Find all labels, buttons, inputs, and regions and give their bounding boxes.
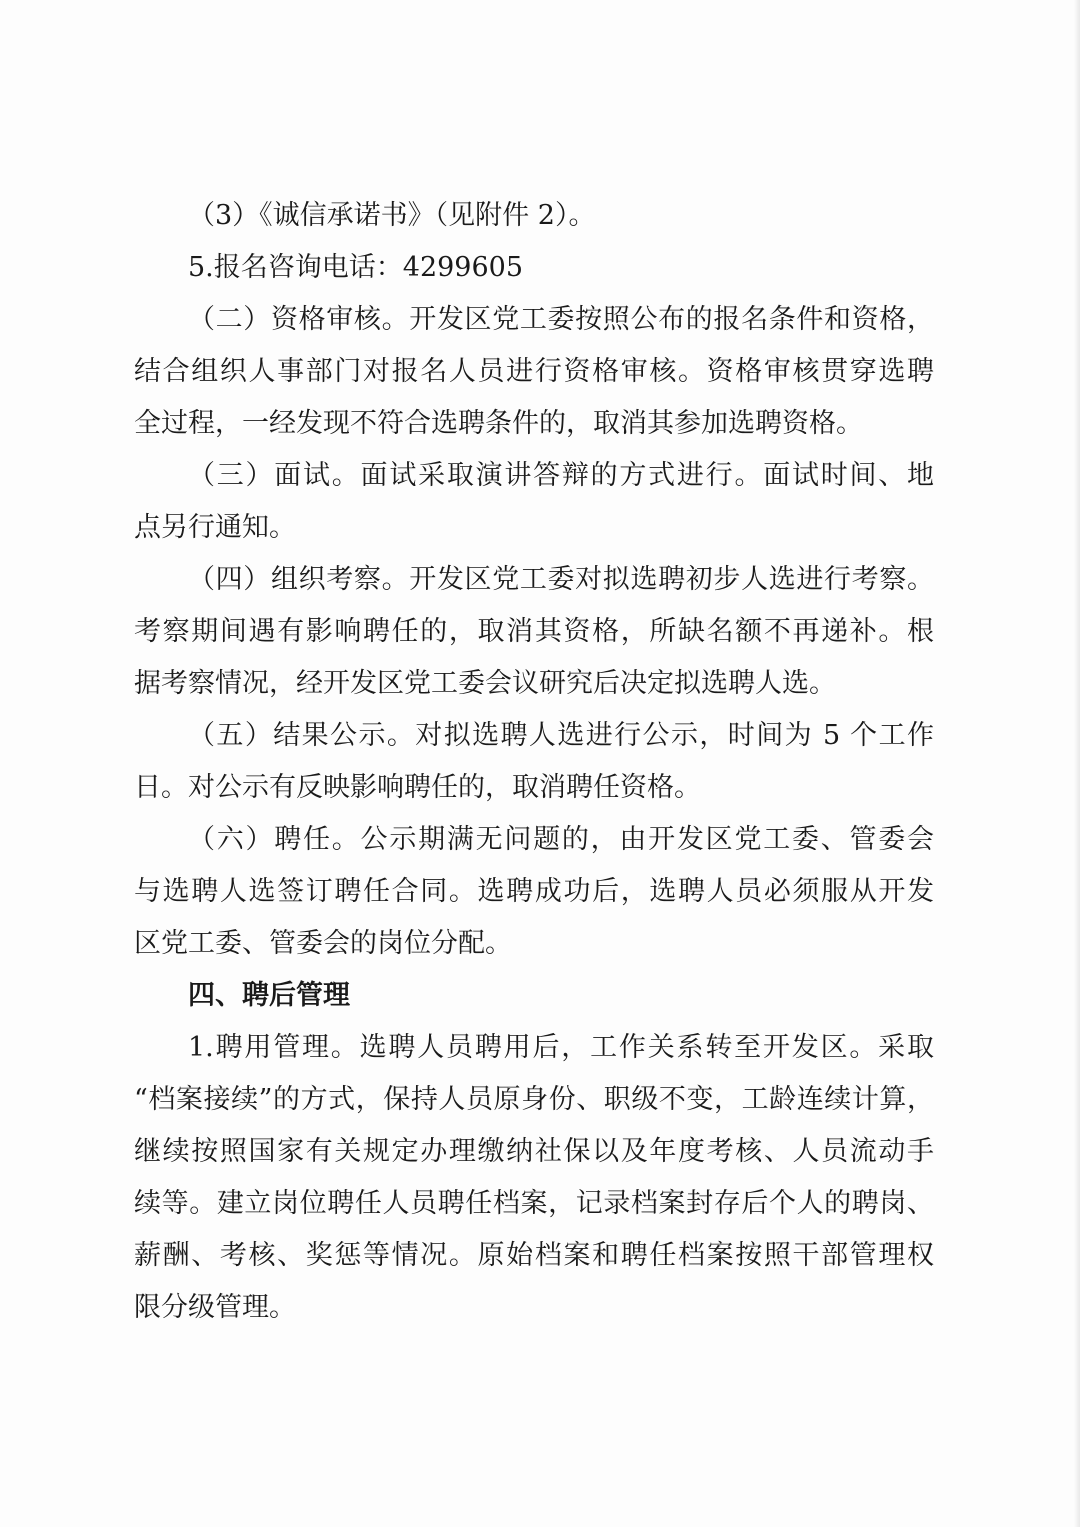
publicity-line-2: 日。对公示有反映影响聘任的，取消聘任资格。: [134, 772, 701, 803]
appointment-line-2: 与选聘人选签订聘任合同。选聘成功后，选聘人员必须服从开发: [134, 876, 934, 907]
appointment-line-1: （六）聘任。公示期满无问题的，由开发区党工委、管委会: [188, 824, 934, 855]
qualification-review-line-2: 结合组织人事部门对报名人员进行资格审核。资格审核贯穿选聘: [134, 356, 934, 387]
employment-management-line-3: 继续按照国家有关规定办理缴纳社保以及年度考核、人员流动手: [134, 1136, 934, 1167]
inspection-line-1: （四）组织考察。开发区党工委对拟选聘初步人选进行考察。: [188, 564, 934, 595]
publicity-line-1: （五）结果公示。对拟选聘人选进行公示，时间为 5 个工作: [188, 720, 934, 751]
document-body: [134, 190, 934, 1334]
qualification-review-line-3: 全过程，一经发现不符合选聘条件的，取消其参加选聘资格。: [134, 408, 863, 439]
attachment-item-3: （3）《诚信承诺书》（见附件 2）。: [188, 200, 596, 231]
interview-line-2: 点另行通知。: [134, 512, 296, 543]
employment-management-line-1: 1.聘用管理。选聘人员聘用后，工作关系转至开发区。采取: [188, 1032, 934, 1063]
inspection-line-2: 考察期间遇有影响聘任的，取消其资格，所缺名额不再递补。根: [134, 616, 934, 647]
qualification-review-line-1: （二）资格审核。开发区党工委按照公布的报名条件和资格，: [188, 304, 934, 335]
interview-line-1: （三）面试。面试采取演讲答辩的方式进行。面试时间、地: [188, 460, 934, 491]
section-heading-post-management: 四、聘后管理: [188, 980, 350, 1011]
employment-management-line-5: 薪酬、考核、奖惩等情况。原始档案和聘任档案按照干部管理权: [134, 1240, 934, 1271]
employment-management-line-2: “档案接续”的方式，保持人员原身份、职级不变，工龄连续计算，: [134, 1084, 934, 1115]
appointment-line-3: 区党工委、管委会的岗位分配。: [134, 928, 512, 959]
inspection-line-3: 据考察情况，经开发区党工委会议研究后决定拟选聘人选。: [134, 668, 836, 699]
page-edge-shadow: [1074, 0, 1080, 1527]
registration-phone: 5.报名咨询电话：4299605: [188, 252, 524, 283]
employment-management-line-6: 限分级管理。: [134, 1292, 296, 1323]
employment-management-line-4: 续等。建立岗位聘任人员聘任档案，记录档案封存后个人的聘岗、: [134, 1188, 934, 1219]
